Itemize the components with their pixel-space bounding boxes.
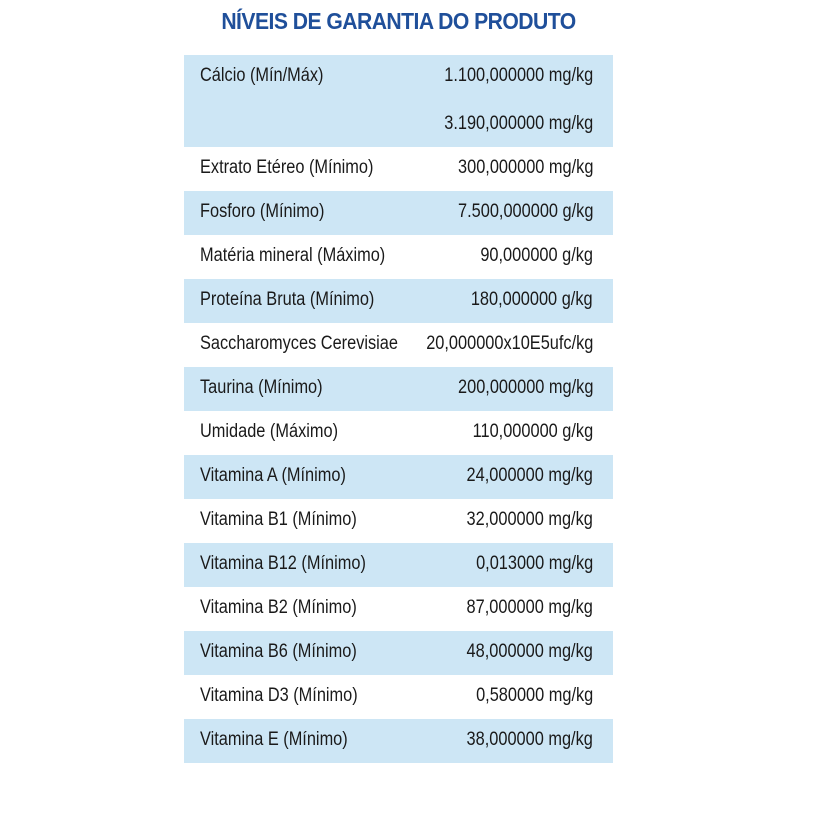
- table-row: [184, 455, 613, 499]
- table-row: [184, 323, 613, 367]
- row-value: 32,000000 mg/kg: [466, 509, 593, 530]
- table-row: [184, 191, 613, 235]
- table-row: [184, 631, 613, 675]
- row-label: Vitamina D3 (Mínimo): [200, 685, 358, 706]
- row-value: 110,000000 g/kg: [472, 421, 593, 442]
- table-row: [184, 235, 613, 279]
- table-row: [184, 55, 613, 147]
- row-value: 38,000000 mg/kg: [466, 729, 593, 750]
- row-label: Vitamina B6 (Mínimo): [200, 641, 357, 662]
- row-label: Vitamina B12 (Mínimo): [200, 553, 366, 574]
- row-value: 87,000000 mg/kg: [466, 597, 593, 618]
- row-label: Fosforo (Mínimo): [200, 201, 325, 222]
- row-value: 1.100,000000 mg/kg: [444, 65, 593, 86]
- row-value: 0,013000 mg/kg: [475, 553, 593, 574]
- table-row: [184, 367, 613, 411]
- table-row: [184, 543, 613, 587]
- row-value: 180,000000 g/kg: [471, 289, 593, 310]
- row-value: 7.500,000000 g/kg: [457, 201, 593, 222]
- row-label: Matéria mineral (Máximo): [200, 245, 386, 266]
- row-label: Taurina (Mínimo): [200, 377, 323, 398]
- row-label: Cálcio (Mín/Máx): [200, 65, 324, 86]
- table-title: NÍVEIS DE GARANTIA DO PRODUTO: [221, 8, 576, 34]
- row-value: 3.190,000000 mg/kg: [444, 113, 593, 134]
- row-value: 200,000000 mg/kg: [457, 377, 593, 398]
- row-value: 48,000000 mg/kg: [466, 641, 593, 662]
- table-row: [184, 279, 613, 323]
- row-value: 24,000000 mg/kg: [466, 465, 593, 486]
- table-row: [184, 147, 613, 191]
- guarantee-levels-table: [184, 55, 613, 763]
- row-value: 20,000000x10E5ufc/kg: [425, 333, 593, 354]
- row-label: Vitamina B1 (Mínimo): [200, 509, 357, 530]
- table-row: [184, 411, 613, 455]
- table-row: [184, 587, 613, 631]
- row-label: Proteína Bruta (Mínimo): [200, 289, 375, 310]
- row-label: Saccharomyces Cerevisiae: [200, 333, 398, 354]
- table-row: [184, 675, 613, 719]
- row-value: 90,000000 g/kg: [480, 245, 593, 266]
- row-label: Vitamina B2 (Mínimo): [200, 597, 357, 618]
- table-row: [184, 499, 613, 543]
- row-value: 300,000000 mg/kg: [457, 157, 593, 178]
- row-label: Extrato Etéreo (Mínimo): [200, 157, 374, 178]
- row-label: Umidade (Máximo): [200, 421, 339, 442]
- row-label: Vitamina A (Mínimo): [200, 465, 346, 486]
- row-label: Vitamina E (Mínimo): [200, 729, 348, 750]
- table-row: [184, 719, 613, 763]
- row-value: 0,580000 mg/kg: [475, 685, 593, 706]
